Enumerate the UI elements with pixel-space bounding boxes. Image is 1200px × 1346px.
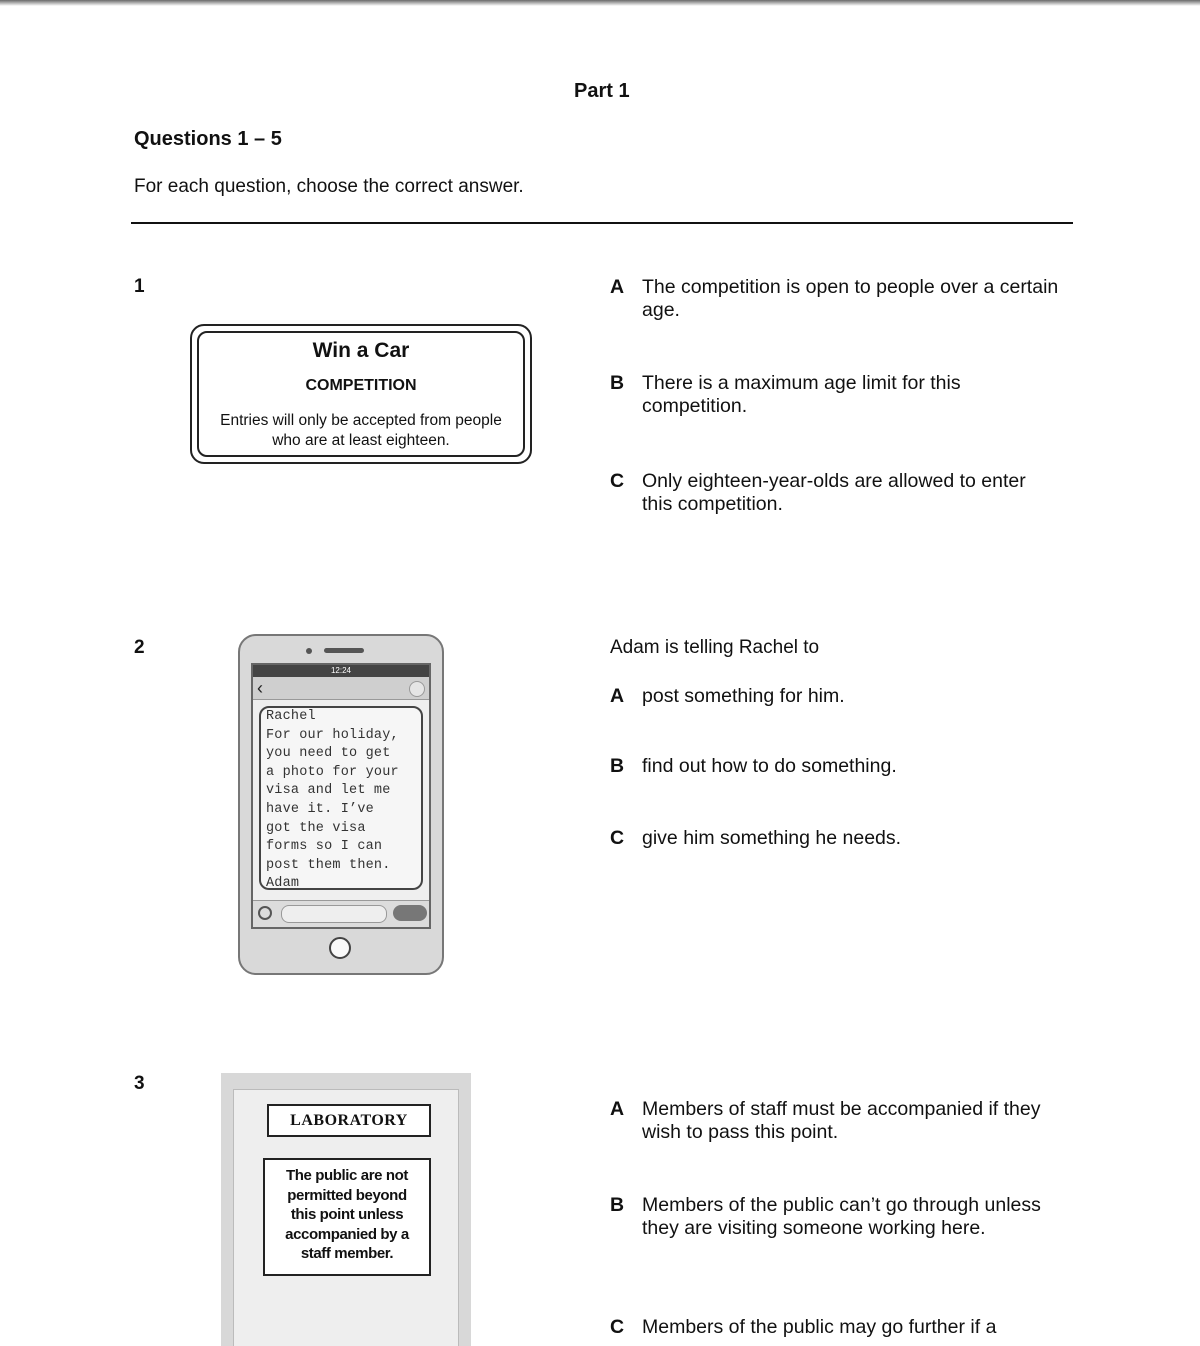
notice-body-line: who are at least eighteen. [272,432,450,449]
notice-subtitle: COMPETITION [305,377,417,394]
question-stem: Adam is telling Rachel to [610,637,820,658]
part-title: Part 1 [574,80,630,102]
notice-line: staff member. [300,1245,394,1263]
notice-title: Win a Car [312,339,410,362]
speaker-icon [324,648,364,653]
option-letter: C [610,1316,625,1338]
status-bar [253,665,429,677]
option-letter: A [610,685,625,707]
camera-icon [258,906,272,920]
laboratory-sign: LABORATORY [267,1104,431,1137]
option-text: give him something he needs. [642,827,902,849]
notice-line: The public are not [286,1167,408,1184]
option-letter: C [610,470,625,492]
notice-line: accompanied by a [285,1225,409,1243]
option-text: post something for him. [642,685,845,707]
phone-screen [251,663,431,929]
notice-line: this point unless [290,1206,404,1224]
option-text: There is a maximum age limit for this competition. [642,372,961,417]
message-line: forms so I can [266,839,383,855]
message-line: visa and let me [266,783,391,799]
option-c[interactable] [610,827,1060,850]
instruction-text: For each question, choose the correct answer. [134,176,524,197]
option-text: Members of the public may go further if a [642,1316,997,1338]
message-line: Rachel [266,709,316,724]
option-text: Only eighteen-year-olds are allowed to enter this competition. [642,470,1026,515]
question-number: 3 [134,1073,145,1094]
option-text: Members of the public can’t go through unless they are visiting someone working here. [642,1194,1041,1239]
option-a[interactable] [610,1098,1060,1144]
message-line: you need to get [266,746,391,762]
option-a[interactable] [610,276,1060,322]
laboratory-door [221,1073,471,1346]
message-line: post them then. [266,857,391,873]
message-line: have it. I’ve [266,801,374,817]
option-letter: B [610,755,625,777]
option-c[interactable] [610,1316,1060,1339]
option-letter: A [610,1098,625,1120]
option-letter: A [610,276,625,298]
contact-icon [409,681,425,697]
status-time: 12:24 [330,666,352,675]
option-b[interactable] [610,372,1060,418]
notice-body-line: Entries will only be accepted from people [220,412,502,429]
competition-notice [190,324,532,464]
option-text: find out how to do something. [642,755,897,777]
questions-heading: Questions 1 – 5 [134,128,282,150]
option-a[interactable] [610,685,1060,708]
option-text: The competition is open to people over a certain age. [642,276,1059,321]
message-line: Adam [266,876,300,892]
option-b[interactable] [610,1194,1060,1240]
option-b[interactable] [610,755,1060,778]
message-line: a photo for your [266,764,399,780]
notice-line: permitted beyond [287,1186,407,1204]
window-top-shadow [0,0,1200,6]
phone-illustration [238,634,444,975]
question-number: 1 [134,276,145,297]
message-navbar [253,677,429,700]
camera-icon [306,648,312,654]
home-button-icon [329,937,351,959]
divider [131,222,1073,224]
notice-inner-border [197,331,525,457]
door-panel [233,1089,459,1346]
message-input [281,905,387,923]
laboratory-notice [263,1158,431,1276]
compose-bar [253,900,429,927]
message-line: got the visa [266,820,366,836]
option-text: Members of staff must be accompanied if they wish to pass this point. [642,1098,1041,1143]
send-button [393,905,427,921]
question-number: 2 [134,637,145,658]
option-letter: C [610,827,625,849]
message-line: For our holiday, [266,727,399,743]
back-chevron-icon: ‹ [257,678,263,698]
notice-body [207,411,515,451]
option-c[interactable] [610,470,1060,516]
option-letter: B [610,1194,625,1216]
message-bubble [259,706,423,890]
option-letter: B [610,372,625,394]
